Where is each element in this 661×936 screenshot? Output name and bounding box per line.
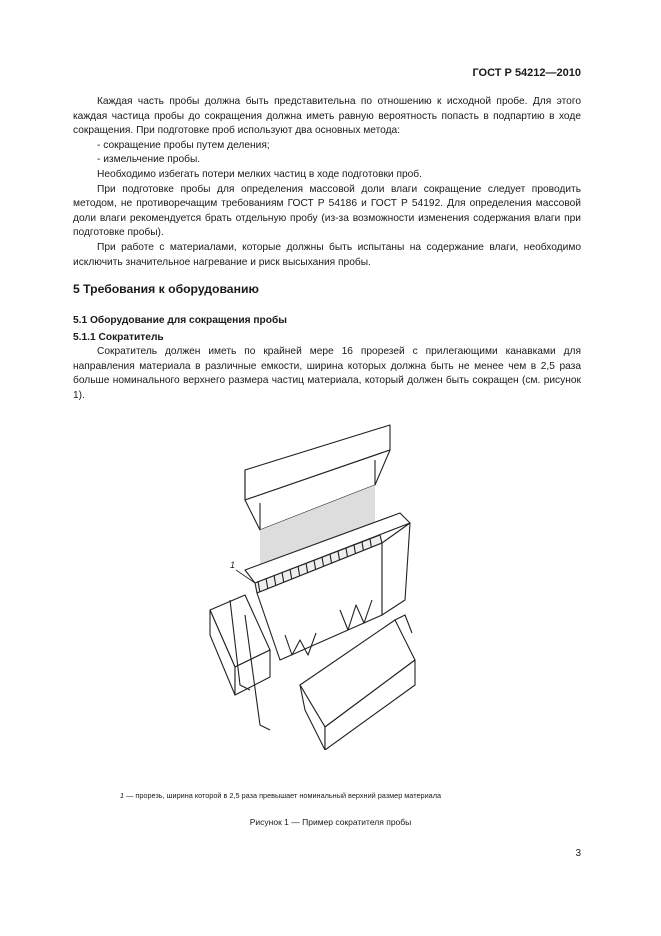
section-title: 5 Требования к оборудованию	[73, 282, 259, 296]
method-item: - измельчение пробы.	[73, 153, 581, 168]
legend-number: 1	[120, 791, 125, 800]
subsubsection-title: 5.1.1 Сократитель	[73, 332, 164, 343]
methods-list	[73, 139, 581, 168]
intro-paragraph-4: При работе с материалами, которые должны быть испытаны на содержание влаги, необходимо исключить значительное нагревание и риск высыхания пробы.	[73, 241, 581, 268]
legend-text: — прорезь, ширина которой в 2,5 раза превышает номинальный верхний размер материала	[124, 791, 442, 800]
figure-caption: Рисунок 1 — Пример сократителя пробы	[249, 817, 412, 827]
figure-legend	[120, 791, 441, 800]
riffle-divider-drawing	[200, 405, 430, 750]
divider-paragraph: Сократитель должен иметь по крайней мере 16 прорезей с прилегающими канавками для направления материала в различные емкости, ширина которых должна быть не менее чем в 2,5 раза больше номинального верхнего размера частиц материала, который должен быть сокращен (см. рисунок 1).	[73, 346, 581, 401]
intro-paragraph-2: Необходимо избегать потери мелких частиц в ходе подготовки проб.	[97, 168, 422, 180]
standard-code: ГОСТ Р 54212—2010	[472, 67, 581, 79]
figure-callout-number: 1	[230, 560, 236, 570]
subsection-title: 5.1 Оборудование для сокращения пробы	[73, 315, 287, 326]
subsection-text	[73, 345, 581, 403]
intro-text	[73, 95, 581, 270]
intro-paragraph-3: При подготовке пробы для определения массовой доли влаги сокращение следует проводить методом, не противоречащим требованиям ГОСТ Р 54186 и ГОСТ Р 54192. Для определения массовой доли влаги рекомендуется брать отдельную пробу (из-за возможности изменения содержания влаги при подготовке пробы).	[73, 183, 581, 239]
intro-paragraph-1: Каждая часть пробы должна быть представительна по отношению к исходной пробе. Для этого каждая частица пробы до сокращения должна иметь равную вероятность попасть в подпартию в ходе сокращения. При подготовке проб используют два основных метода:	[73, 96, 581, 137]
method-item: - сокращение пробы путем деления;	[73, 139, 581, 154]
page-number: 3	[575, 848, 581, 859]
